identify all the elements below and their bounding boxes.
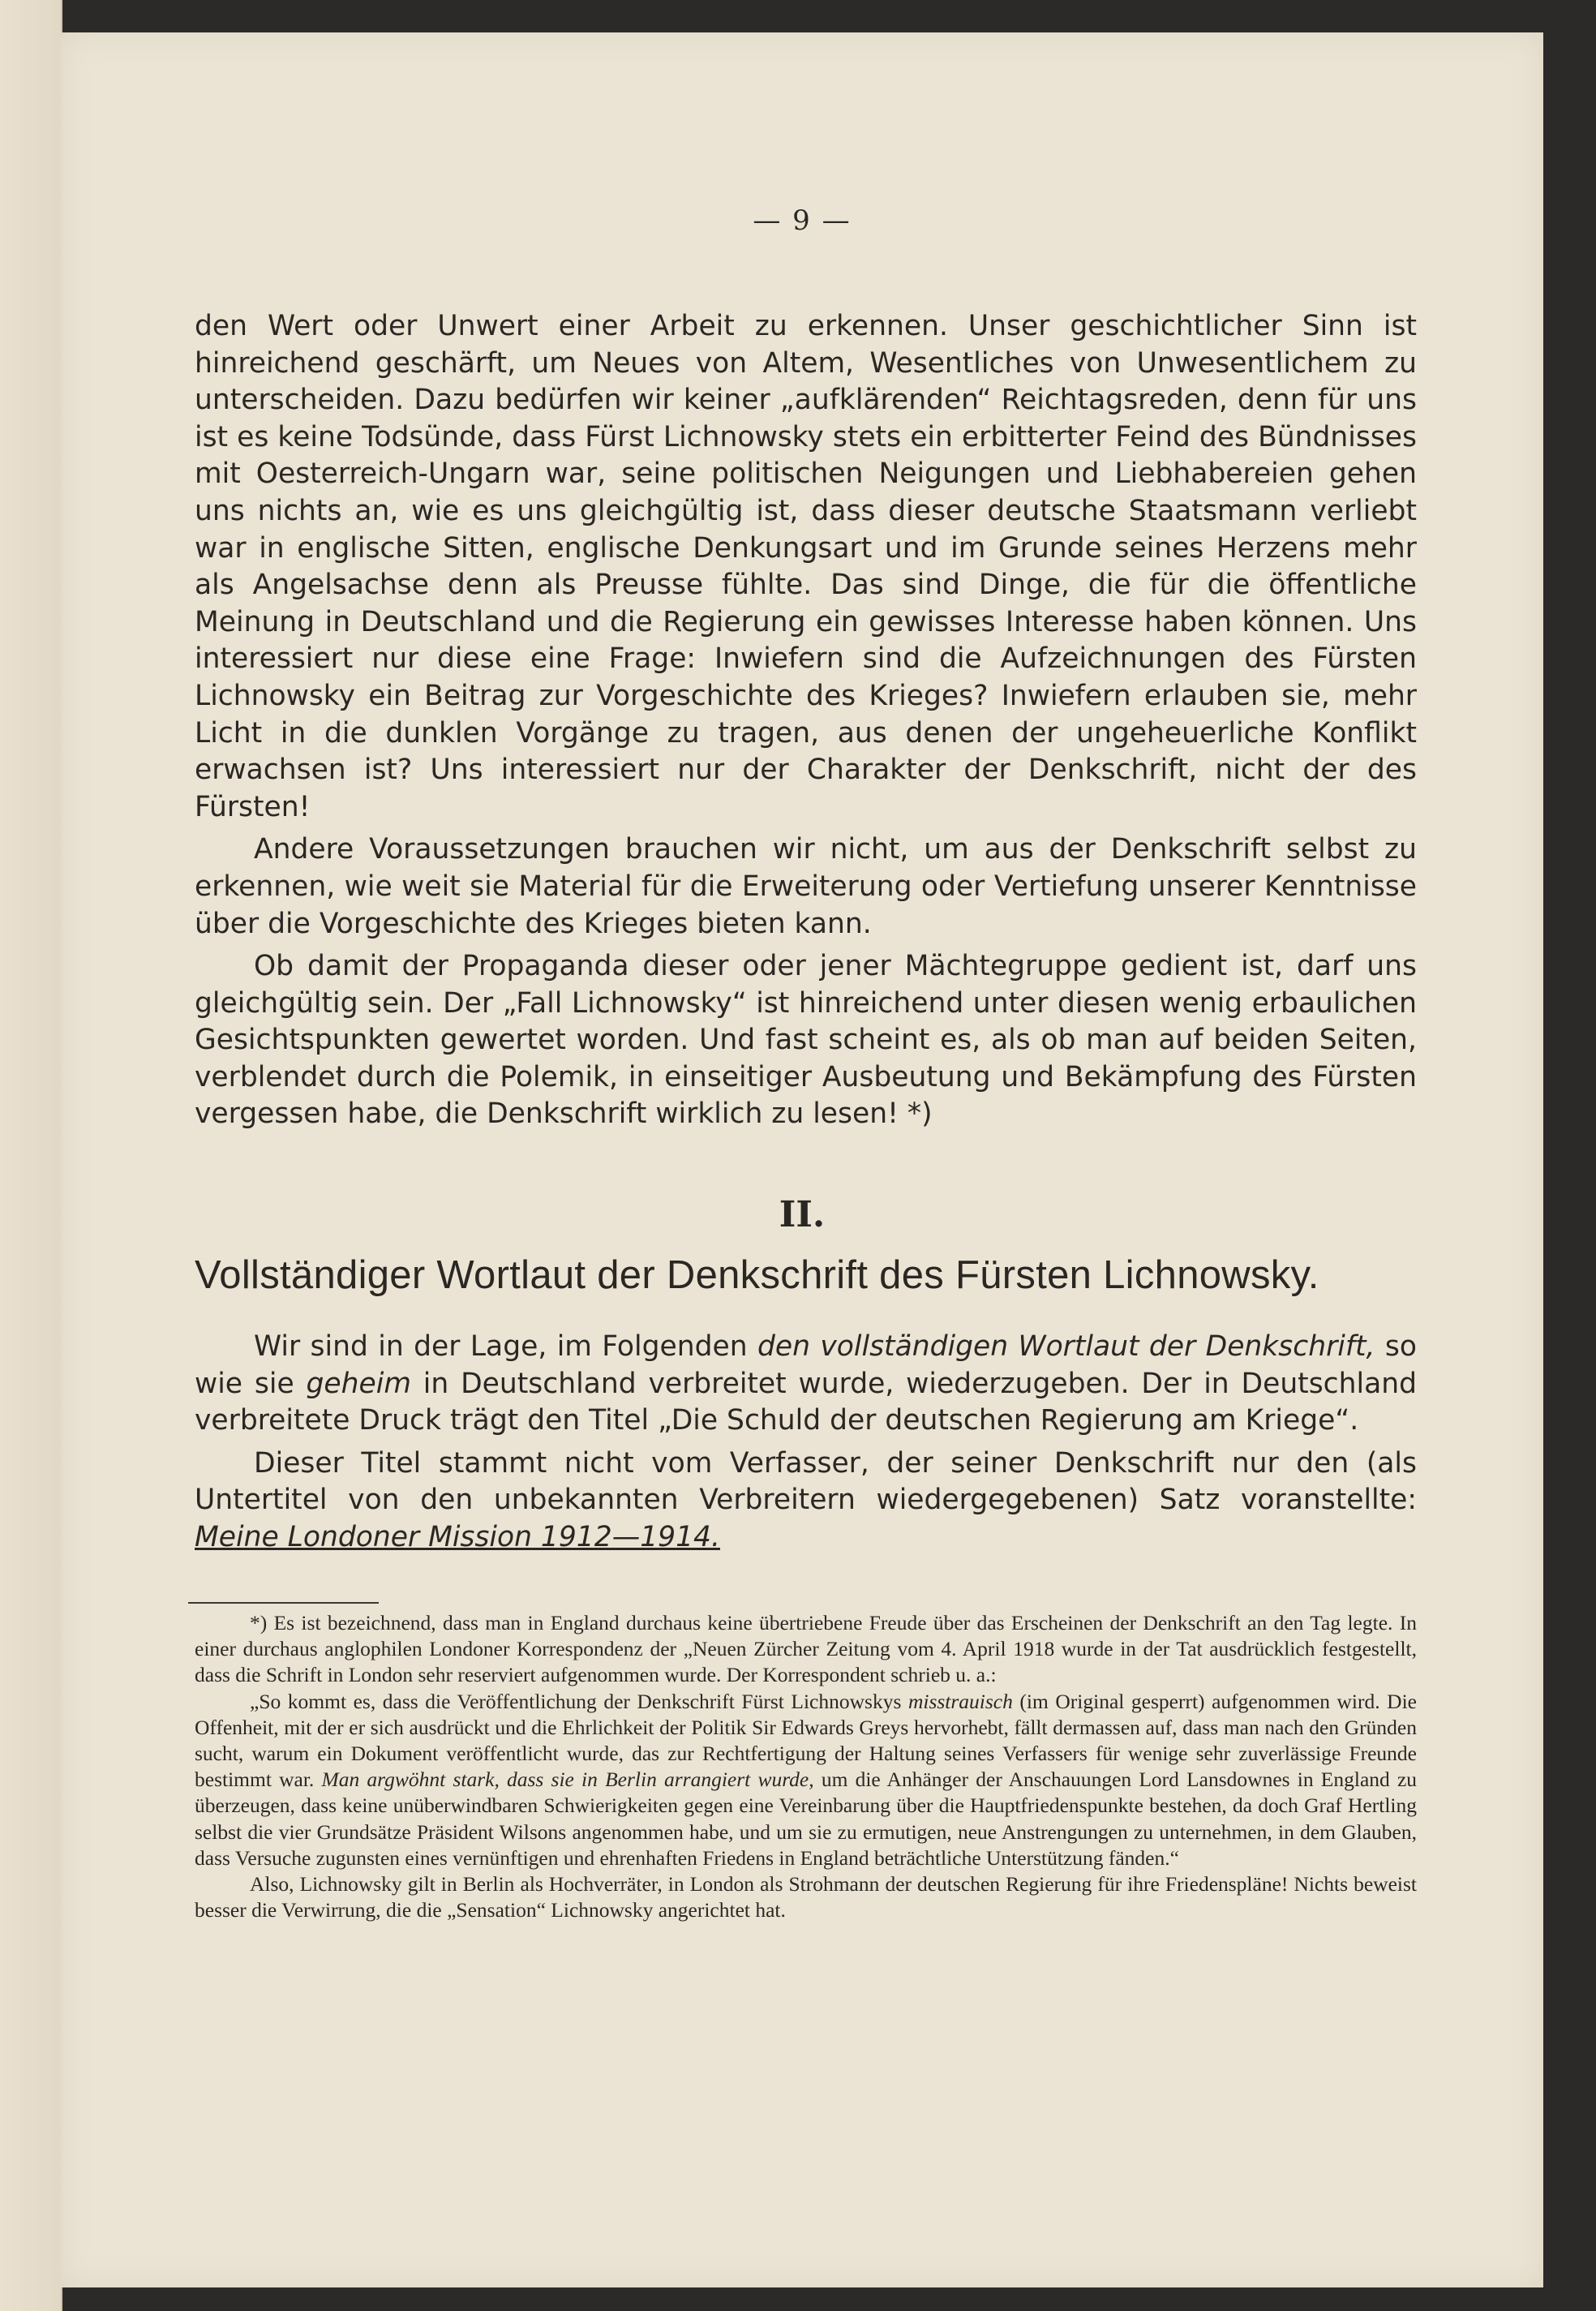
emphasis: den vollständigen Wortlaut der Denkschrift, bbox=[757, 1330, 1375, 1363]
emphasis: misstrauisch bbox=[907, 1689, 1013, 1713]
text-run: in Deutschland verbreitet wurde, wiederzugeben. Der in Deutschland verbreitete Druck trägt den Titel „Die Schuld der deutschen Regierung am Kriege“. bbox=[195, 1367, 1418, 1437]
footnote-rule bbox=[188, 1602, 379, 1604]
text-run: um die Anhänger der Anschauungen Lord Lansdownes in England zu überzeugen, dass keine unüberwindbaren Schwierigkeiten gegen eine Vereinbarung über die Hauptfriedenspunkte bestehen, da doch Graf Hertling selbst die vier Grundsätze Präsident Wilsons angenommen habe, und um sie zu ermutigen, neue Anstrengungen zu unternehmen, in dem Glauben, dass Versuche zugunsten eines vernünftigen und ehrenhaften Friedens in England beträchtliche Unterstützung fänden.“ bbox=[195, 1768, 1418, 1870]
section-title: Vollständiger Wortlaut der Denkschrift des Fürsten Lichnowsky. bbox=[195, 1253, 1319, 1297]
paragraph bbox=[195, 1329, 1417, 1440]
body-text bbox=[195, 308, 1417, 1133]
paragraph bbox=[195, 1445, 1417, 1557]
paragraph: den Wert oder Unwert einer Arbeit zu erkennen. Unser geschichtlicher Sinn ist hinreichend geschärft, um Neues von Altem, Wesentliches von Unwesentlichem zu unterscheiden. Dazu bedürfen wir keiner „aufklärenden“ Reichtagsreden, denn für uns ist es keine Todsünde, dass Fürst Lichnowsky stets ein erbitterter Feind des Bündnisses mit Oesterreich-Ungarn war, seine politischen Neigungen und Liebhabereien gehen uns nichts an, wie es uns gleichgültig ist, dass dieser deutsche Staatsmann verliebt war in englische Sitten, englische Denkungsart und im Grunde seines Herzens mehr als Angelsachse denn als Preusse fühlte. Das sind Dinge, die für die öffentliche Meinung in Deutschland und die Regierung ein gewisses Interesse haben können. Uns interessiert nur diese eine Frage: Inwiefern sind die Aufzeichnungen des Fürsten Lichnowsky ein Beitrag zur Vorgeschichte des Krieges? Inwiefern erlauben sie, mehr Licht in die dunklen Vorgänge zu tragen, aus denen der ungeheuerliche Konflikt erwachsen ist? Uns interessiert nur der Charakter der Denkschrift, nicht der des Fürsten! bbox=[195, 310, 1417, 823]
paragraph: Ob damit der Propaganda dieser oder jener Mächtegruppe gedient ist, darf uns gleichgültig sein. Der „Fall Lichnowsky“ ist hinreichend unter diesen wenig erbaulichen Gesichtspunkten gewertet worden. Und fast scheint es, als ob man auf beiden Seiten, verblendet durch die Polemik, in einseitiger Ausbeutung und Bekämpfung des Fürsten vergessen habe, die Denkschrift wirklich zu lesen! *) bbox=[195, 950, 1417, 1131]
emphasis: Man argwöhnt stark, dass sie in Berlin arrangiert wurde, bbox=[321, 1768, 814, 1792]
footnote-paragraph bbox=[195, 1689, 1417, 1871]
text-run: (im Original gesperrt) aufgenommen wird. Die Offenheit, mit der er sich ausdrückt und die Ehrlichkeit der Politik Sir Edwards Greys hervorhebt, fällt dermassen auf, dass man nach den Gründen sucht, warum ein Dokument veröffentlicht wurde, das zur Rechtfertigung der Haltung seines Verfassers für wenige sehr zuverlässige Freunde bestimmt war. bbox=[195, 1689, 1418, 1792]
emphasis: Meine Londoner Mission 1912—1914. bbox=[195, 1520, 720, 1553]
emphasis: geheim bbox=[306, 1367, 411, 1400]
paragraph: Andere Voraussetzungen brauchen wir nicht, um aus der Denkschrift selbst zu erkennen, wie weit sie Material für die Erweiterung oder Vertiefung unserer Kenntnisse über die Vorgeschichte des Krieges bieten kann. bbox=[195, 833, 1417, 940]
text-run: Wir sind in der Lage, im Folgenden bbox=[254, 1330, 757, 1363]
page-number: — 9 — bbox=[753, 204, 852, 237]
section-text bbox=[195, 1329, 1417, 1557]
page bbox=[61, 32, 1543, 2287]
text-run: Dieser Titel stammt nicht vom Verfasser, der seiner Denkschrift nur den (als Untertitel von den unbekannten Verbreitern wiedergegebenen) Satz voranstellte: bbox=[195, 1446, 1417, 1517]
footnote-paragraph: *) Es ist bezeichnend, dass man in England durchaus keine übertriebene Freude über das Erscheinen der Denkschrift an den Tag legte. In einer durchaus anglophilen Londoner Korrespondenz der „Neuen Zürcher Zeitung vom 4. April 1918 wurde in der Tat ausdrücklich festgestellt, dass die Schrift in London sehr reserviert aufgenommen wurde. Der Korrespondent schrieb u. a.: bbox=[195, 1611, 1417, 1687]
text-run: so wie sie bbox=[195, 1330, 1417, 1400]
footnote bbox=[195, 1610, 1417, 1923]
section-numeral: II. bbox=[779, 1194, 826, 1235]
text-run: „So kommt es, dass die Veröffentlichung der Denkschrift Fürst Lichnowskys bbox=[250, 1689, 908, 1713]
footnote-paragraph: Also, Lichnowsky gilt in Berlin als Hochverräter, in London als Strohmann der deutschen Regierung für ihre Friedenspläne! Nichts beweist besser die Verwirrung, die die „Sensation“ Lichnowsky angerichtet hat. bbox=[195, 1872, 1417, 1922]
adjacent-page-edge bbox=[0, 0, 62, 2311]
